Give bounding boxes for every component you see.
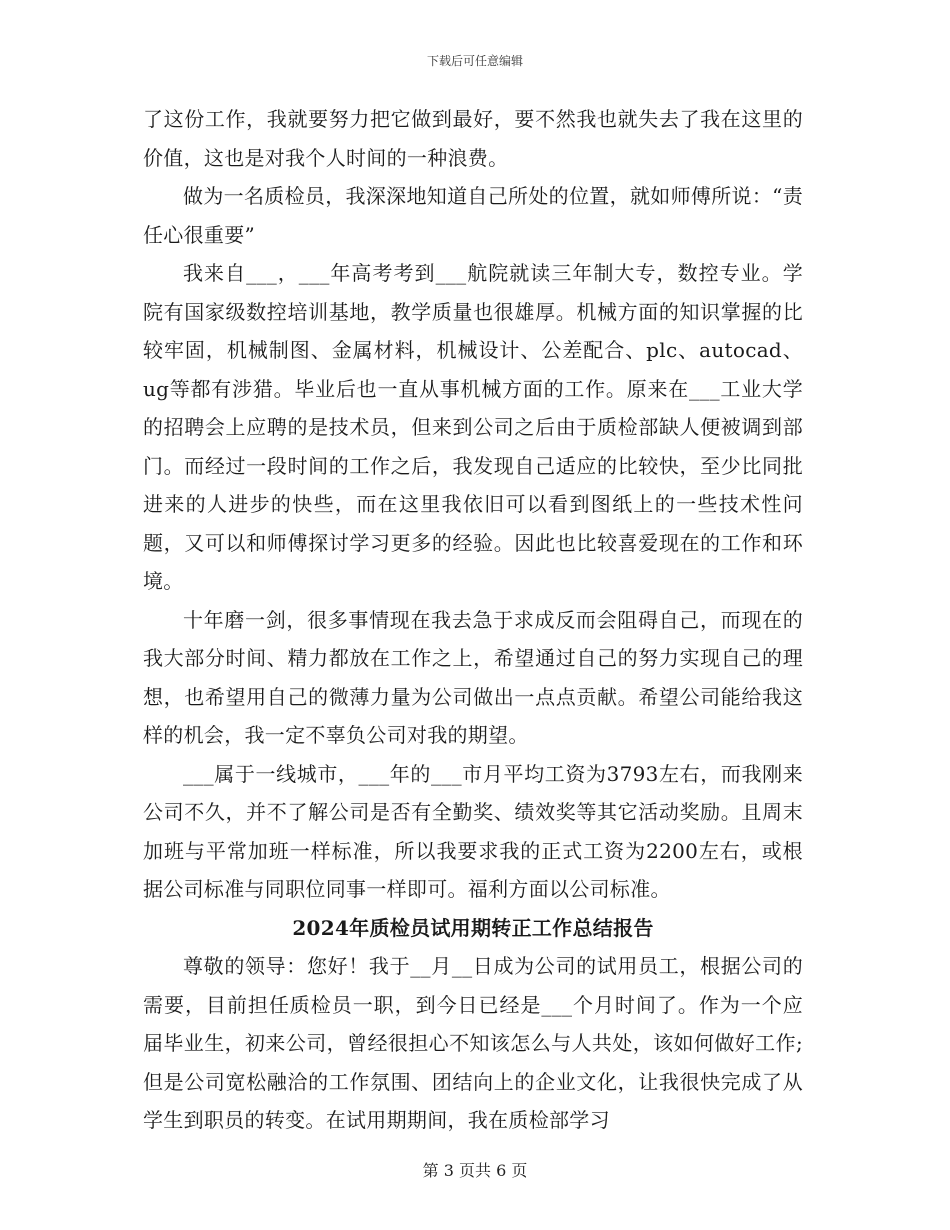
paragraph: 我来自___，___年高考考到___航院就读三年制大专，数控专业。学院有国家级数控培训基地，教学质量也很雄厚。机械方面的知识掌握的比较牢固，机械制图、金属材料，机械设计、公差配合、plc、autocad、ug等都有涉猎。毕业后也一直从事机械方面的工作。原来在___工业大学的招聘会上应聘的是技术员，但来到公司之后由于质检部缺人便被调到部门。而经过一段时间的工作之后，我发现自己适应的比较快，至少比同批进来的人进步的快些，而在这里我依旧可以看到图纸上的一些技术性问题，又可以和师傅探讨学习更多的经验。因此也比较喜爱现在的工作和环境。 [143, 261, 803, 593]
section-title: 2024年质检员试用期转正工作总结报告 [292, 915, 654, 940]
page-header: 下载后可任意编辑 [426, 54, 523, 68]
paragraph: 尊敬的领导：您好！我于__月__日成为公司的试用员工，根据公司的需要，目前担任质检员一职，到今日已经是___个月时间了。作为一个应届毕业生，初来公司，曾经很担心不知该怎么与人共处，该如何做好工作;但是公司宽松融洽的工作氛围、团结向上的企业文化，让我很快完成了从学生到职员的转变。在试用期期间，我在质检部学习 [143, 954, 803, 1132]
page-footer: 第 3 页共 6 页 [422, 1161, 528, 1180]
paragraph-continued: 了这份工作，我就要努力把它做到最好，要不然我也就失去了我在这里的价值，这也是对我个人时间的一种浪费。 [143, 107, 803, 170]
paragraph: ___属于一线城市，___年的___市月平均工资为3793左右，而我刚来公司不久，并不了解公司是否有全勤奖、绩效奖等其它活动奖励。且周末加班与平常加班一样标准，所以我要求我的正式工资为2200左右，或根据公司标准与同职位同事一样即可。福利方面以公司标准。 [143, 761, 803, 901]
document-body [143, 100, 803, 1140]
paragraph: 做为一名质检员，我深深地知道自己所处的位置，就如师傅所说：“责任心很重要” [143, 184, 803, 247]
paragraph: 十年磨一剑，很多事情现在我去急于求成反而会阻碍自己，而现在的我大部分时间、精力都放在工作之上，希望通过自己的努力实现自己的理想，也希望用自己的微薄力量为公司做出一点点贡献。希望公司能给我这样的机会，我一定不辜负公司对我的期望。 [143, 607, 803, 747]
